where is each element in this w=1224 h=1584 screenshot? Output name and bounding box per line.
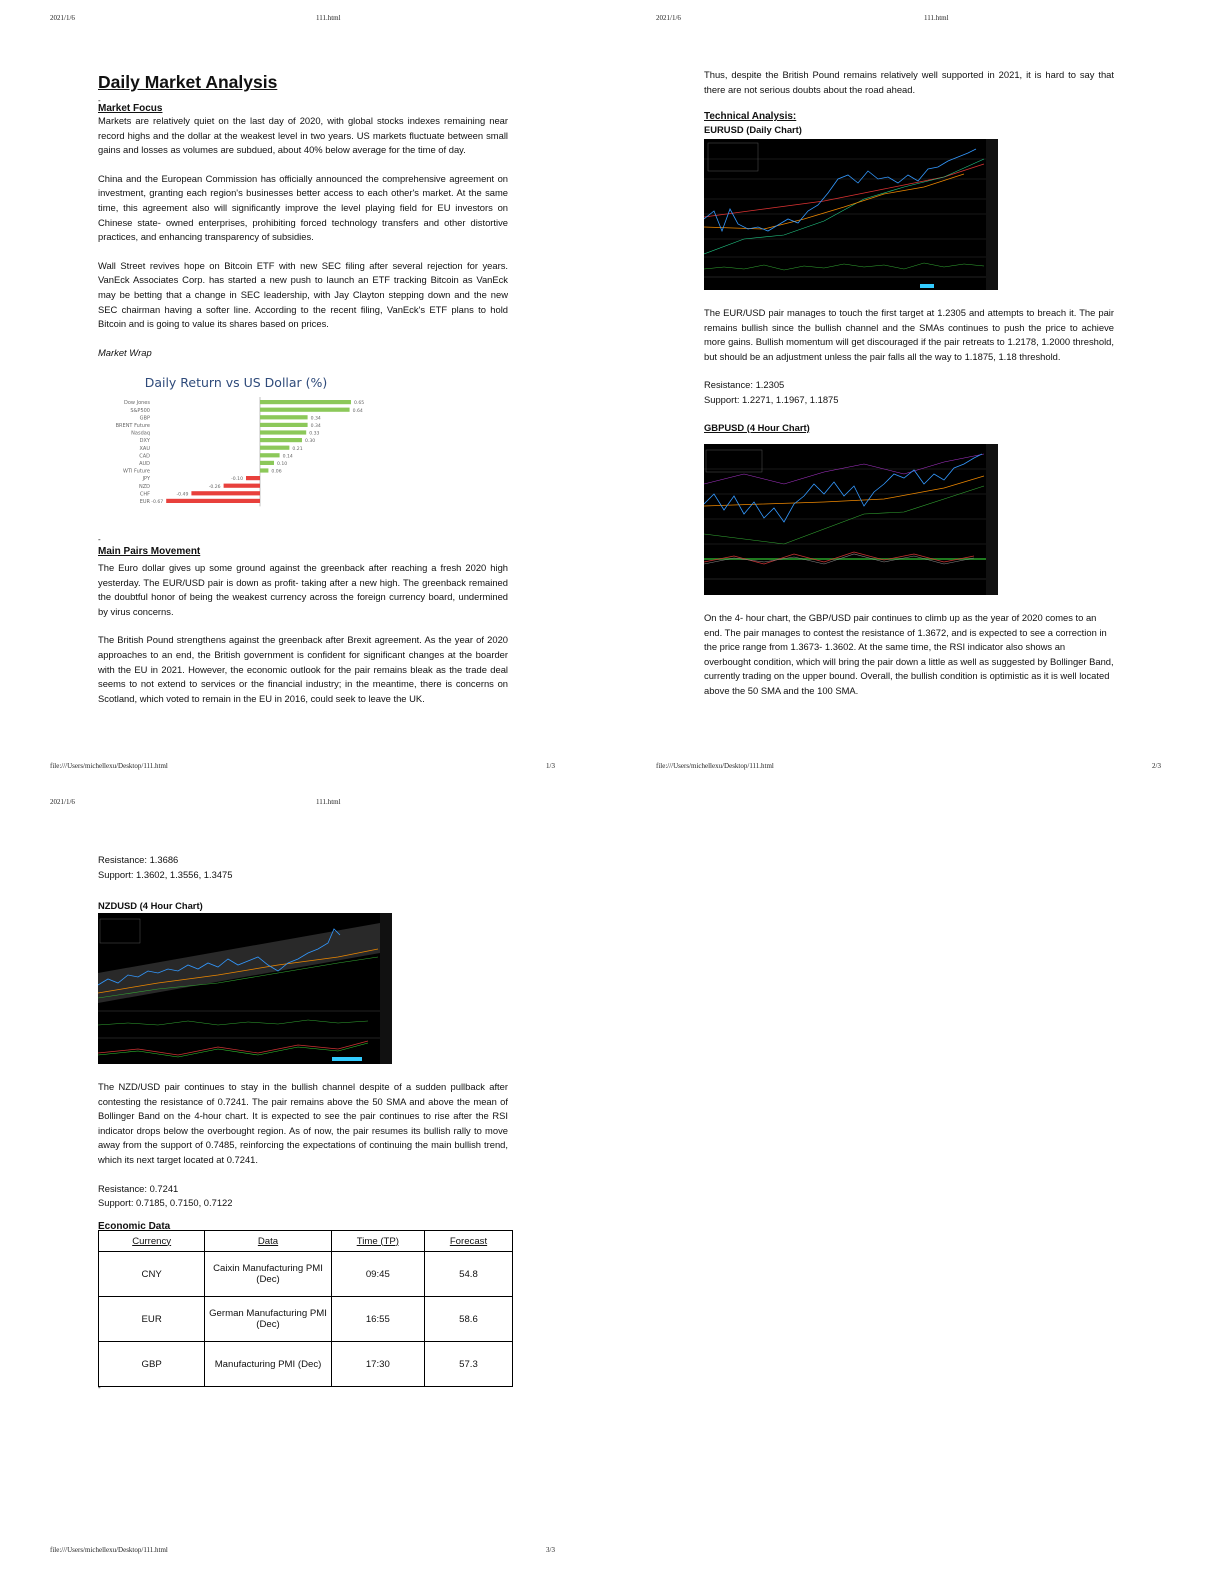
category-label: AUD: [139, 461, 150, 467]
main-pairs-paragraph-2: The British Pound strengthens against the greenback after Brexit agreement. As the year of 2020 approaches to an end, the British government is confident for significant changes at the boarder with the EU in 2021. However, the economic outlook for the pair remains bleak as the trade deal seems to not extend to services or the financial industry; in the meantime, there is concerns on Scotland, which voted to remain in the EU in 2016, could seek to leave the UK.: [98, 634, 508, 704]
market-focus-paragraph-1: Markets are relatively quiet on the last day of 2020, with global stocks indexes remaining near record highs and the dollar at the weakest level in two years. US markets fluctuate between small gains and losses as volumes are subdued, about 40% below average for the time of day.: [98, 115, 508, 156]
cell-time: 17:30: [331, 1342, 424, 1387]
category-label: Nasdaq: [131, 430, 150, 437]
nzdusd-chart-label: NZDUSD (4 Hour Chart): [98, 900, 203, 912]
chart-title: Daily Return vs US Dollar (%): [144, 375, 328, 390]
eurusd-chart-label: EURUSD (Daily Chart): [704, 124, 802, 136]
cell-forecast: 58.6: [424, 1297, 512, 1342]
category-label: Dow Jones: [124, 400, 150, 407]
eurusd-support: Support: 1.2271, 1.1967, 1.1875: [704, 393, 839, 405]
bar-nasdaq: [260, 430, 306, 434]
value-label: 0.21: [292, 446, 303, 452]
page2-footer-path[interactable]: file:///Users/michellexu/Desktop/111.html: [656, 762, 774, 770]
column-header-time: Time (TP): [331, 1231, 424, 1252]
value-label: 0.14: [282, 454, 293, 460]
cell-currency: CNY: [99, 1252, 205, 1297]
category-label: S&P500: [130, 407, 150, 414]
value-label: 0.64: [352, 408, 363, 414]
market-focus-paragraph-2: China and the European Commission has officially announced the comprehensive agreement on investment, granting each region's businesses better access to each other's market. At the same time, this agreement also will significantly improve the level playing field for EU investors on Chinese state- owned enterprises, prohibiting forced technology transfers and other distortive practices, and enhancing transparency of subsidies.: [98, 172, 508, 243]
category-label: EUR: [139, 499, 150, 505]
gbp-continuation-paragraph: Thus, despite the British Pound remains relatively well supported in 2021, it is hard to say that there are not serious doubts about the road ahead.: [704, 69, 1114, 95]
page1-date: 2021/1/6: [50, 14, 75, 22]
gbpusd-chart-label: GBPUSD (4 Hour Chart): [704, 421, 810, 433]
cell-forecast: 57.3: [424, 1342, 512, 1387]
eurusd-chart-image: [704, 139, 998, 290]
value-label: 0.06: [271, 469, 282, 475]
category-label: DXY: [139, 438, 150, 445]
bar-jpy: [246, 476, 260, 480]
category-label: BRENT Future: [115, 423, 150, 429]
technical-analysis-heading: Technical Analysis:: [704, 111, 797, 123]
bar-chf: [191, 491, 260, 495]
page1-page-number: 1/3: [546, 762, 555, 770]
page3-date: 2021/1/6: [50, 798, 75, 806]
bar-gbp: [260, 415, 308, 419]
column-header-forecast: Forecast: [424, 1231, 512, 1252]
page2-content-top: [704, 68, 1114, 135]
category-label: NZD: [138, 483, 150, 490]
value-label: -0.10: [231, 477, 243, 483]
page1-content-lower: [98, 536, 508, 706]
cell-data: Caixin Manufacturing PMI (Dec): [205, 1252, 331, 1297]
bar-aud: [260, 461, 274, 465]
nzdusd-resistance: Resistance: 0.7241: [98, 1182, 179, 1194]
page2-date: 2021/1/6: [656, 14, 681, 22]
column-header-data: Data: [205, 1231, 331, 1252]
page-title: Daily Market Analysis: [98, 72, 278, 92]
market-focus-heading: Market Focus: [98, 103, 163, 114]
category-label: XAU: [139, 445, 150, 452]
bar-cad: [260, 453, 280, 457]
eurusd-resistance: Resistance: 1.2305: [704, 379, 785, 391]
value-label: -0.49: [176, 492, 189, 498]
market-focus-paragraph-3: Wall Street revives hope on Bitcoin ETF with new SEC filing after several rejection for years. VanEck Associates Corp. has started a new push to launch an ETF tracking Bitcoin as VanEck may be betting that a change in SEC leadership, with Jay Clayton stepping down and the new SEC chairman having a softer line. According to the recent filing, VanEck's ETF plans to hold Bitcoin and is going to value its shares based on prices.: [98, 259, 508, 330]
separator-dash: -: [98, 535, 101, 544]
page1-footer-path[interactable]: file:///Users/michellexu/Desktop/111.html: [50, 762, 168, 770]
cell-time: 09:45: [331, 1252, 424, 1297]
table-header-row: [99, 1231, 513, 1252]
cell-currency: EUR: [99, 1297, 205, 1342]
nzdusd-chart-image: [98, 913, 392, 1064]
value-label: 0.34: [310, 416, 321, 422]
bar-dow-jones: [260, 400, 351, 404]
economic-data-table: [98, 1230, 513, 1387]
main-pairs-paragraph-1: The Euro dollar gives up some ground against the greenback after reaching a fresh 2020 high yesterday. The EUR/USD pair is down as profit- taking after a new high. The greenback remained the doubtful honor of being the weakest currency across the foreign currency board, undermined by virus concerns.: [98, 562, 508, 617]
column-header-currency: Currency: [99, 1231, 205, 1252]
page3-content-mid: [98, 1080, 508, 1232]
economic-data-heading: Economic Data: [98, 1220, 171, 1232]
page3-filename: 111.html: [316, 798, 341, 806]
value-label: 0.33: [309, 431, 320, 437]
separator-dash: -: [98, 96, 101, 105]
table-row: [99, 1252, 513, 1297]
market-wrap-label: Market Wrap: [98, 346, 152, 358]
value-label: 0.10: [277, 462, 288, 467]
value-label: -0.26: [208, 484, 221, 490]
gbpusd-analysis-paragraph: On the 4- hour chart, the GBP/USD pair continues to climb up as the year of 2020 comes to an end. The pair manages to contest the resistance of 1.3672, and is expected to see a correction in the price range from 1.3673- 1.3602. At the same time, the RSI indicator also shows an overbought condition, which will bring the pair down a little as well as suggested by Bollinger Band, currently trading on the upper bound. Overall, the bullish condition is optimistic as it is well located above the 50 SMA and the 100 SMA.: [704, 612, 1114, 696]
bar-wti-future: [260, 468, 268, 472]
bar-dxy: [260, 438, 302, 442]
category-label: CHF: [139, 491, 150, 498]
page3-content-top: [98, 853, 508, 911]
separator-dash: -: [98, 1383, 101, 1392]
bar-eur: [166, 499, 260, 503]
gbpusd-chart-image: [704, 444, 998, 595]
nzdusd-analysis-paragraph: The NZD/USD pair continues to stay in the bullish channel despite of a sudden pullback after contesting the resistance of 0.7241. The pair remains above the 50 SMA and above the mean of Bollinger Band on the 4-hour chart. It is expected to see the pair continues to rise after the RSI indicator drops below the overbought region. As of now, the pair resumes its bullish rally to move away from the support of 0.7485, reinforcing the expectations of continuing the main bullish trend, which its next target located at 0.7241.: [98, 1081, 508, 1165]
gbpusd-resistance: Resistance: 1.3686: [98, 854, 179, 865]
cell-time: 16:55: [331, 1297, 424, 1342]
page3-footer-path[interactable]: file:///Users/michellexu/Desktop/111.html: [50, 1546, 168, 1554]
page1-content: [98, 72, 508, 360]
bar-s-p500: [260, 408, 350, 412]
page2-page-number: 2/3: [1152, 762, 1161, 770]
daily-return-chart: [98, 372, 368, 516]
value-label: 0.65: [354, 401, 365, 407]
cell-forecast: 54.8: [424, 1252, 512, 1297]
main-pairs-heading: Main Pairs Movement: [98, 546, 201, 557]
eurusd-analysis-paragraph: The EUR/USD pair manages to touch the first target at 1.2305 and attempts to breach it. The pair remains bullish since the bullish channel and the SMAs continues to push the price to achieve more gains. Bullish momentum will get discouraged if the pair retreats to 1.2178, 1.2000 threshold, but should be an adjustment unless the pair falls all the way to 1.1875, 1.18 threshold.: [704, 307, 1114, 362]
page2-content-mid: [704, 306, 1114, 433]
nzdusd-support: Support: 0.7185, 0.7150, 0.7122: [98, 1197, 233, 1209]
bar-brent-future: [260, 423, 308, 427]
value-label: 0.30: [305, 439, 316, 445]
category-label: GBP: [139, 415, 150, 422]
gbpusd-support: Support: 1.3602, 1.3556, 1.3475: [98, 868, 233, 880]
table-row: [99, 1297, 513, 1342]
page3-page-number: 3/3: [546, 1546, 555, 1554]
cell-data: Manufacturing PMI (Dec): [205, 1342, 331, 1387]
category-label: WTI Future: [123, 468, 150, 475]
bar-xau: [260, 446, 289, 450]
cell-data: German Manufacturing PMI (Dec): [205, 1297, 331, 1342]
page2-filename: 111.html: [924, 14, 949, 22]
category-label: JPY: [142, 476, 150, 483]
page2-content-bottom: [704, 611, 1114, 699]
bar-nzd: [224, 484, 260, 488]
category-label: CAD: [139, 453, 150, 460]
value-label: 0.34: [310, 424, 321, 429]
table-row: [99, 1342, 513, 1387]
cell-currency: GBP: [99, 1342, 205, 1387]
page1-filename: 111.html: [316, 14, 341, 22]
value-label: -0.67: [151, 500, 164, 505]
